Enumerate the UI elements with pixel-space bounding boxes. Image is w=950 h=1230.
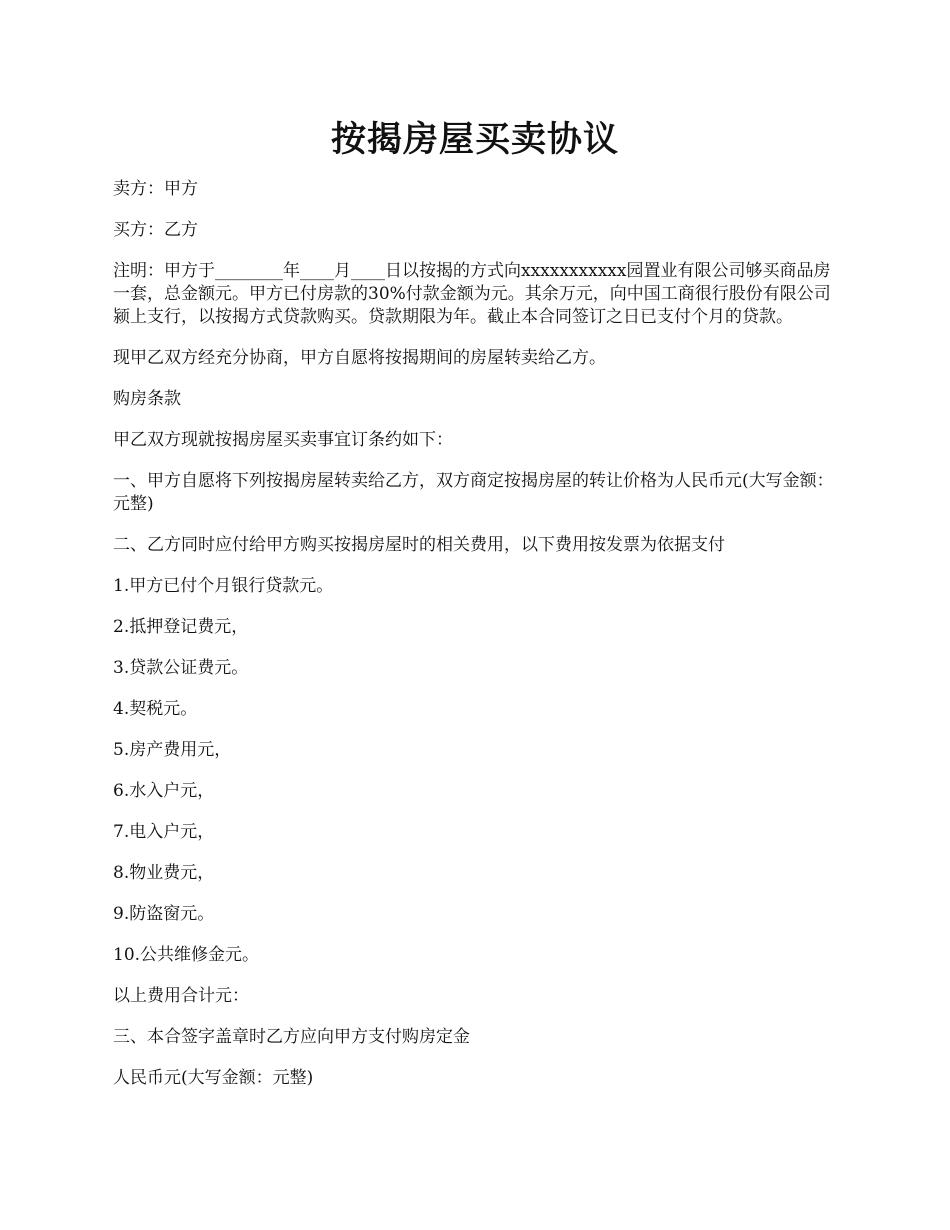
list-item-fee-6: 6.水入户元， [113, 781, 215, 801]
paragraph-seller: 卖方：甲方 [113, 179, 198, 199]
paragraph-terms-heading: 购房条款 [113, 389, 181, 409]
paragraph-agreement: 现甲乙双方经充分协商，甲方自愿将按揭期间的房屋转卖给乙方。 [113, 348, 606, 368]
document-title: 按揭房屋买卖协议 [330, 119, 619, 160]
list-item-fee-7: 7.电入户元， [113, 822, 215, 842]
list-item-fee-10: 10.公共维修金元。 [113, 945, 260, 965]
paragraph-note: 注明：甲方于________年____月____日以按揭的方式向xxxxxxxxxxx园置业有限公司够买商品房一套，总金额元。甲方已付房款的30%付款金额为元。其余万元，向中国工商很行股份有限公司颍上支行，以按揭方式贷款购买。贷款期限为年。截止本合同签订之日已支付个月的贷款。 [113, 261, 831, 327]
list-item-fee-2: 2.抵押登记费元， [113, 617, 249, 637]
list-item-fee-5: 5.房产费用元， [113, 740, 232, 760]
document-body [113, 178, 843, 1108]
paragraph-clause-3: 三、本合签字盖章时乙方应向甲方支付购房定金 [113, 1027, 470, 1047]
paragraph-clause-2: 二、乙方同时应付给甲方购买按揭房屋时的相关费用，以下费用按发票为依据支付 [113, 535, 725, 555]
paragraph-fee-total: 以上费用合计元： [113, 986, 249, 1006]
paragraph-terms-intro: 甲乙双方现就按揭房屋买卖事宜订条约如下： [113, 430, 453, 450]
list-item-fee-8: 8.物业费元， [113, 863, 215, 883]
list-item-fee-1: 1.甲方已付个月银行贷款元。 [113, 576, 334, 596]
paragraph-buyer: 买方：乙方 [113, 220, 198, 240]
list-item-fee-9: 9.防盗窗元。 [113, 904, 215, 924]
list-item-fee-3: 3.贷款公证费元。 [113, 658, 249, 678]
paragraph-clause-1: 一、甲方自愿将下列按揭房屋转卖给乙方，双方商定按揭房屋的转让价格为人民币元(大写金额：元整) [113, 471, 834, 514]
paragraph-deposit-amount: 人民币元(大写金额：元整) [113, 1068, 314, 1088]
list-item-fee-4: 4.契税元。 [113, 699, 198, 719]
